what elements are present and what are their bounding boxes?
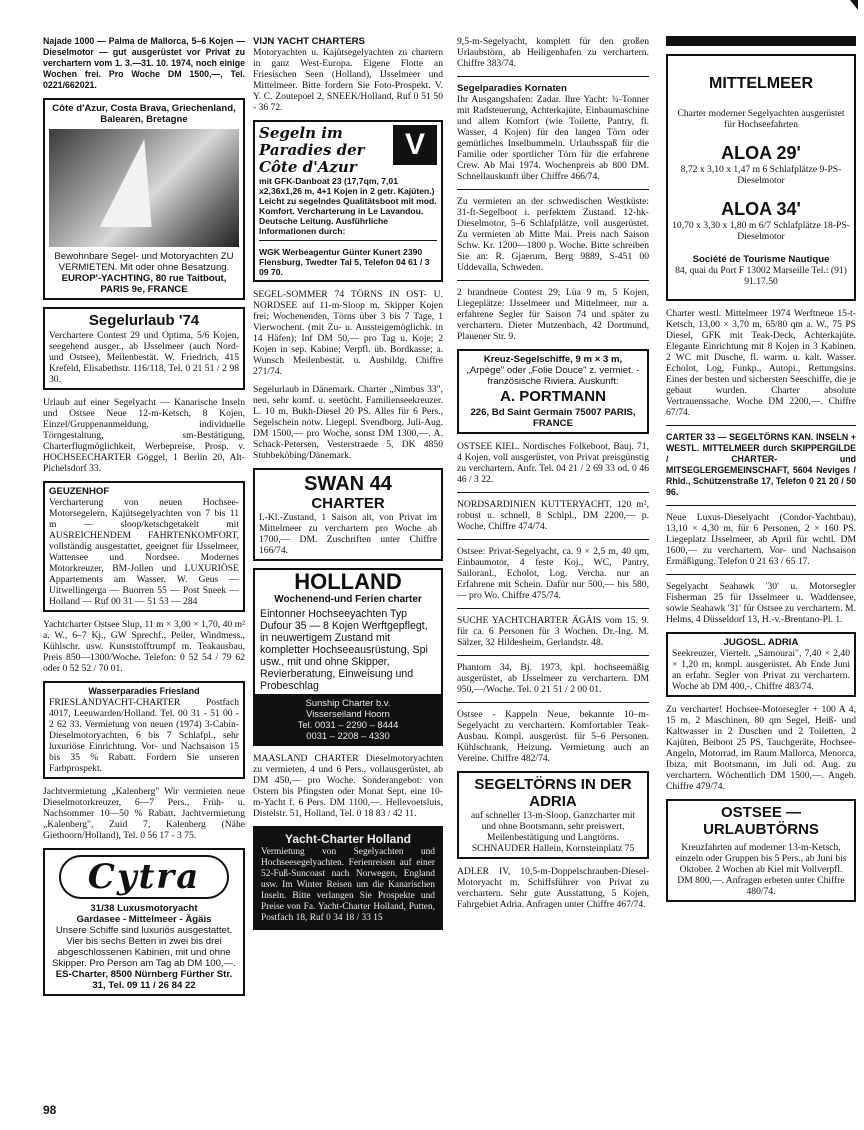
portmann-name: A. PORTMANN (500, 388, 606, 405)
portmann-addr: 226, Bd Saint Germain 75007 PARIS, FRANCE (470, 407, 636, 429)
ad-westkueste: Zu vermieten an der schwedischen Westküste: 31-ft-Segelboot i. perfektem Zustand. 12-hk-Dieselmotor, 5–6 Schlafplätze, voll ausgerüstet. Zu vermieten ab Mitte Mai. Preis nach Saison Schw. Kr. 1200—1800 p. Woche. Bitte schreiben Sie an: R. Gjaerum, Berg 9889, S-451 00 Uddevalla, Schweden. (457, 196, 649, 273)
mittelmeer-title: MITTELMEER (709, 75, 813, 92)
ad-kornaten (457, 83, 649, 182)
ad-yachtcharter-ostsee: Yachtcharter Ostsee Slup, 11 m × 3,00 × 1,70, 40 m² a. W., 6–7 Kj., GW Sprechf., Peiler, Windmess., Kühlschr. usw. Kunststofftrumpf m. Teakausbau, Preis 850—1300/Woche. Telefon: 0 52 54 / 79 62 oder 0 52 52 / 70 01. (43, 619, 245, 674)
ad-segelurlaub-74 (43, 307, 245, 390)
ad-zu-vercharter: Zu vercharter! Hochsee-Motorsegler + 100 A 4, 15 m, 2 Maschinen, 80 qm Segel, Heiß- und Kaltwasser in 2 Duschen und 2 Toiletten, 2 Kajüten, Beiboot 25 PS, Tauchgeräte, Hochsee-Angeln, Motorrad, im Raum Mallorca, Menorca, Ibiza, mit Bootsmann, im Juli od. Aug. zu verchartern. Wöchentlich DM 1500,—. Angeb. Chiffre 479/74. (666, 704, 856, 792)
ych-body: Vermietung von Segelyachten und Hochseesegelyachten. Ferienreisen auf einer 52-Fuß-Suncoast nach Norwegen, England usw. Im Winter Reisen um die Kanarischen Inseln. Bitte verlangen Sie Prospekte und Preise von Fa. Yacht-Charter Holland, Putten, Postfach 18, Ruf 0 34 18 / 33 15 (261, 847, 435, 923)
cytra-foot: ES-Charter, 8500 Nürnberg Fürther Str. 31, Tel. 09 11 / 26 84 22 (55, 969, 233, 991)
ad-phantom: Phantom 34, Bj. 1973, kpl. hochseemäßig ausgerüstet, ab IJsselmeer zu verchartern. DM 950,—/Woche. Tel. 0 21 51 / 2 00 01. (457, 662, 649, 695)
ad-segelurlaub-body: Verchartere Contest 29 und Optima, 5/6 Kojen, seegehend ausger., ab IJsselmeer (auch Nord- und Ostsee), Meilenbestät. W. Friedrich, 415 Krefeld, Elisabethstr. 116/118, Tel. 0 21 51 / 2 98 30. (49, 330, 239, 385)
holland-body: Eintonner Hochseeyachten Typ Dufour 35 — 8 Kojen Werftgepflegt, in neuwertigem Zustand mit kompletter Hochseeausrüstung, Spi usw., mit und ohne Skipper, Revierberatung, Einweisung und Probeschlag (260, 608, 428, 692)
divider (259, 240, 437, 241)
ad-europ-yachting (43, 98, 245, 300)
ostsee-body: Kreuzfahrten auf moderner 13-m-Ketsch, einzeln oder Gruppen bis 5 Pers., ab Juni bis Oktober. 2 Wochen ab Kiel mit Vollverpfl. DM 800,—. Anfragen erbeten unter Chiffre 480/74. (675, 842, 847, 897)
ych-panel (255, 828, 441, 928)
divider (666, 505, 856, 506)
kreuz-body: „Arpège" oder „Folie Douce" z. vermiet. - französische Riviera. Auskunft: (466, 365, 640, 387)
ad-westl-mittelmeer: Charter westl. Mittelmeer 1974 Werftneue 15-t-Ketsch, 13,00 × 3,70 m, 65/80 qm a. W., 75 PS Diesel, GFK mit Teak-Deck, Achterkajüte. Elegante Einrichtung mit 8 Kojen in 3 Kabinen. 2 WC mit Dusche, fl. warm. u. kalt. Wasser. Echolot, Log, Funkp., Autopi., Rettungsins. Eines der besten und sichersten Seeschiffe, die je gebaut wurden. Charter absolute Vertrauenssache. Woche DM 2200,—. Chiffre 67/74. (666, 308, 856, 418)
ad-najade: Najade 1000 — Palma de Mallorca, 5–6 Kojen — Dieselmotor — gut ausgerüstet vor Privat zu verchartern vom 1. 3.—31. 10. 1974, noch einige Wochen frei. Pro Woche DM 1500,—, Tel. 0221/662021. (43, 36, 245, 90)
ad-europ-heading: Côte d'Azur, Costa Brava, Griechenland, Balearen, Bretagne (52, 103, 236, 125)
ad-contest29: 2 brandneue Contest 29, Lüa 9 m, 5 Kojen, Liegeplätze: IJsselmeer und Mittelmeer, nur a. erfahrene Segler für Saison 74 und später zu verchartern. Dieter Mutzenbach, 42 Dortmund, Plauener Str. 9. (457, 287, 649, 342)
top-bar (666, 36, 856, 46)
divider (457, 655, 649, 656)
divider (666, 574, 856, 575)
adria-body: auf schneller 13-m-Sloop. Ganzcharter mit und ohne Bootsmann, sehr preiswert, Meilenbestätigung und Langtörns. SCHNAUDER Hallein, Kornsteinplatz 75 (470, 810, 636, 854)
ad-friesland-body: FRIESLANDYACHT-CHARTER Postfach 4017, Leeuwarden/Holland. Tel. 00 31 - 51 00 - 2 62 33. Vermietung von neuen (1974) 3-Cabin-Dieselmotoryachten, 6 bis 7 Schlafpl., sehr luxuriöse Einrichtung. Vor- und Nachsaison 15 bis 35 % Rabatt. Fordern Sie unseren Farbprospekt. (49, 697, 239, 774)
ych-title: Yacht-Charter Holland (284, 832, 412, 846)
ad-geuzenhof-title: GEUZENHOF (49, 486, 110, 497)
ad-luxus-dieselyacht: Neue Luxus-Dieselyacht (Condor-Yachtbau), 13,10 × 4,30 m, für 6 Personen, 2 × 160 PS. Liegeplatz IJsselmeer, ab April für wchtl. DM 1600,— zu verchartern. Vor- und Nachsaison Ermäßigung. Telefon 0 21 63 / 65 17. (666, 512, 856, 567)
aloa29-spec: 8,72 x 3,10 x 1,47 m 6 Schlafplätze 9-PS-Dieselmotor (680, 164, 842, 186)
ad-cytra (43, 848, 245, 996)
cytra-sub: 31/38 Luxusmotoryacht (90, 903, 198, 914)
divider (666, 425, 856, 426)
swan-sub: CHARTER (311, 495, 385, 512)
ad-adler: ADLER IV, 10,5-m-Doppelschrauben-Diesel-Motoryacht m. Schiffsführer von Privat zu verchartern. Sehr gute Ausstattung, 5 Kojen, Fahrgebiet Adria. Anfragen unter Chiffre 467/74. (457, 866, 649, 910)
divider (457, 702, 649, 703)
ad-nordsardinien: NORDSARDINIEN KUTTERYACHT, 120 m², robust u. schnell, 8 Schlpl., DM 2200,— p. Woche. Chiffre 474/74. (457, 499, 649, 532)
holland-foot-2: Visserseiland Hoorn (306, 708, 390, 719)
kreuz-head: Kreuz-Segelschiffe, 9 m × 3 m, (483, 354, 623, 365)
holland-foot-3: Tel. 0031 – 2290 – 8444 (297, 719, 399, 730)
swan-title: SWAN 44 (304, 473, 392, 495)
swan-body: I.-Kl.-Zustand, 1 Saison alt, von Privat im Mittelmeer zu verchartern pro Woche ab 1700,— DM. Zuschriften unter Chiffre 166/74. (259, 512, 437, 556)
divider (457, 608, 649, 609)
column-3 (457, 36, 649, 917)
mittelmeer-intro: Charter moderner Segelyachten ausgerüstet für Hochseefahrten (677, 108, 845, 130)
ad-europ-foot: EUROP'-YACHTING, 80 rue Taitbout, PARIS 9e, FRANCE (61, 273, 227, 295)
cytra-body: Unsere Schiffe sind luxuriös ausgestattet. Vier bis sechs Betten in zwei bis drei abgeschlossenen Kabinen, mit und ohne Skipper. Pro Person am Tag ab DM 100,—. (52, 925, 236, 969)
ad-jugosl-adria (666, 632, 856, 697)
jugosl-body: Seekreuzer, Viertelt. „Samourai", 7,40 × 2,40 × 1,20 m, kompl. ausgerüstet. Ab Ende Juni an erfahr. Segler von Privat zu verchartern. Woche ab DM 400,-. Chiffre 483/74. (672, 648, 850, 692)
corner-mark (850, 0, 858, 10)
ad-vijn-head: VIJN YACHT CHARTERS (253, 36, 365, 47)
ad-geuzenhof (43, 481, 245, 612)
sailboat-photo (49, 129, 239, 247)
ad-95m-segelyacht: 9,5-m-Segelyacht, komplett für den großen Urlaubstörn, ab Heiligenhafen zu verchartern. Chiffre 383/74. (457, 36, 649, 69)
ad-kappeln: Ostsee - Kappeln Neue, bekannte 10–m-Segelyacht zu verchartern. Komfortabler Teak-Ausbau. Kompl. ausgerüst. für 5–6 Personen. Kühlschrank, Heizung. Vermietung auch an Vereine. Chiffre 482/74. (457, 709, 649, 764)
ad-swan44 (253, 468, 443, 561)
cytra-head: Gardasee - Mittelmeer - Ägäis (76, 914, 212, 925)
ad-yacht-charter-holland (253, 826, 443, 930)
segeln-foot: WGK Werbeagentur Günter Kunert 2390 Flensburg, Twedter Tal 5, Telefon 04 61 / 3 09 70. (259, 247, 430, 277)
column-1 (43, 36, 245, 1003)
segeln-body: mit GFK-Danboat 23 (17,7qm, 7,01 x2,36x1,26 m, 4+1 Kojen in 2 getr. Kajüten.) Leicht zu segelndes Qualitätsboot mit mod. Komfort. Vercharterung in Le Lavandou. Deutsche Leitung. Ausführliche Informationen durch: (259, 176, 437, 236)
societe-addr: 84, quai du Port F 13002 Marseille Tel.: (91) 91.17.50 (675, 265, 847, 287)
ad-ostsee-urlaubtoerns (666, 799, 856, 902)
ad-friesland (43, 681, 245, 779)
ad-adria-segeltoerns (457, 771, 649, 859)
ad-segelurlaub-title: Segelurlaub '74 (88, 312, 200, 329)
aloa34-title: ALOA 34' (721, 199, 801, 219)
ad-segeln-cote-azur (253, 120, 443, 282)
column-4 (666, 36, 856, 909)
ad-portmann (457, 349, 649, 434)
ostsee-title: OSTSEE — URLAUBTÖRNS (703, 804, 819, 838)
ad-kalenberg: Jachtvermietung „Kalenberg" Wir vermieten neue Dieselmotorkreuzer, 6—7 Pers., Früh- u. Nachsommer 10—50 % Rabatt. Jachtvermietung „Kalenberg", Zuid 7, Kalenberg (Nähe Giethoorn/Holland), Tel. 0 56 17 - 3 75. (43, 786, 245, 841)
ad-suche-aegaeis: SUCHE YACHTCHARTER ÄGÄIS vom 15. 9. für ca. 6 Personen für 3 Wochen. Dr.-Ing. M. Sälzer, 32 Hildesheim, Gerlandstr. 48. (457, 615, 649, 648)
holland-title: HOLLAND (294, 569, 402, 594)
ad-daenemark: Segelurlaub in Dänemark. Charter „Nimbus 33", neu, sehr komf. u. seetücht. Familienseekreuzer. L. 10 m, Bukh-Diesel 20 PS. Alles für 6 Pers., Segelschein notw. Liegepl. Svendborg. Juli-Aug. DM 1500,— pro Woche, sonst DM 1300,—. A. Schack-Petersen, Vesterstraede 5, DK 4850 Stubbeköbing/Dänemark. (253, 384, 443, 461)
aloa34-spec: 10,70 x 3,30 x 1,80 m 6/7 Schlafplätze 18-PS-Dieselmotor (672, 220, 850, 242)
holland-foot-4: 0031 – 2208 – 4330 (306, 730, 390, 741)
divider (457, 539, 649, 540)
societe-name: Société de Tourisme Nautique (692, 254, 830, 265)
ad-carter33: CARTER 33 — SEGELTÖRNS KAN. INSELN + WESTL. MITTELMEER durch SKIPPERGILDE / CHARTER- und MITSEGLERGEMEINSCHAFT, 5604 Neviges / Rhld., Schützenstraße 17, Telefon 0 21 20 / 50 96. (666, 432, 856, 497)
ad-vijn (253, 36, 443, 113)
v-logo-icon: V (393, 125, 437, 165)
segeln-title: Segeln im Paradies der Côte d'Azur (259, 124, 365, 176)
page-number: 98 (43, 1103, 57, 1117)
ad-friesland-head: Wasserparadies Friesland (88, 686, 200, 696)
aloa29-title: ALOA 29' (721, 143, 801, 163)
ad-holland-sunship (253, 568, 443, 746)
column-2 (253, 36, 443, 937)
holland-foot-1: Sunship Charter b.v. (305, 697, 391, 708)
kornaten-body: Ihr Ausgangshafen: Zadar. Ihre Yacht: ¾-Tonner mit Radsteuerung, Achterkajüte, Einbaumaschine und allem Komfort (wie Toilette, Pantry, fl. Wasser, 4 Kojen) für den langen Törn oder gemütliches Inselbummeln. Urlaubsspaß für die Familie oder sportlicher Törn für die erfahrene Crew. Ab Mai 1974. Wochenpreis ab 800 DM. Schnellauskunft über Chiffre 466/74. (457, 94, 649, 182)
ad-geuzenhof-body: Vercharterung von neuen Hochsee-Motorsegelern, Kajütsegelyachten von 7 bis 11 m — sloop/ketschgetakelt mit AUSREICHENDEM FAHRTENKOMFORT, vollständig ausgestattet, geeignet für IJsselmeer, Wattensee und Nordsee. Modernes Motorkreuzer, BM-Jollen und LUXURIÖSE Appartements am Wasser. W. Geus — Uitwellingerga — Buorren 55 — Post Sneek — Holland — Ruf 00 31 — 51 53 — 284 (49, 497, 239, 607)
ad-vijn-body: Motoryachten u. Kajütsegelyachten zu chartern in ganz West-Europa. Eigene Flotte an Friesischen Seen (Holland), IJsselmeer und Mittelmeer. Bitte fordern Sie Foto-Prospekt. V. Y. C. Zoutepoel 2, SNEEK/Holland, Ruf 0 51 50 - 36 72. (253, 47, 443, 113)
divider (457, 189, 649, 190)
jugosl-title: JUGOSL. ADRIA (723, 637, 799, 648)
divider (457, 280, 649, 281)
ad-seahawk: Segelyacht Seahawk '30' u. Motorsegler Fisherman 25 für IJsselmeer u. Waddensee, sowie Seahawk '31' für Ostsee zu verchartern. M. Helms, 4 Düsseldorf 13, H.-v.-Brentano-Pl. 1. (666, 581, 856, 625)
holland-foot (255, 694, 441, 744)
holland-sub: Wochenend-und Ferien charter (274, 594, 422, 605)
ad-kanarische-inseln: Urlaub auf einer Segelyacht — Kanarische Inseln und Ostsee Neue 12-m-Ketsch, 8 Kojen, Einzel/Gruppenanmeldung, individuelle Törngestaltung, sm-Bestätigung, Charterflugmöglichkeit, Werbepreise, Prosp. v. HOCHSEECHARTER Göggel, 1 Berlin 20, Alt-Pichelsdorf 33. (43, 397, 245, 474)
divider (457, 76, 649, 77)
divider (457, 492, 649, 493)
ad-segel-sommer: SEGEL-SOMMER 74 TÖRNS IN OST- U. NORDSEE auf 11-m-Sloop m. Skipper Kojen frei; Wochenenden, Törns über 3 bis 7 Tage, 1 Vierwochent. (mit Zu- u. Aussteigemöglichk. in 14 Häfen); Inf DM 50,— pro Tag u. Koje; 2 Kojen in sep. Kabine; Verpfl. üb. Bordkasse; a. Wunsch Meilenbestät. u. Ausbildg. Chiffre 271/74. (253, 289, 443, 377)
ad-maasland: MAASLAND CHARTER Dieselmotoryachten zu vermieten, 4 und 6 Pers., vollausgerüstet, ab DM 450,— pro Woche. Sonderangebot: von Ostern bis Pfingsten oder Monat Sept. eine 10-m-Yacht f. 6 Pers. DM 1100,—. Hellevoetsluis, Distelstr. 51, Holland, Tel. 0 18 83 / 42 11. (253, 753, 443, 819)
cytra-logo: Cytra (59, 855, 229, 899)
ad-ostsee-privat: Ostsee: Privat-Segelyacht, ca. 9 × 2,5 m, 40 qm, Einbaumotor, 4 feste Koj., WC, Pantry, Sailoranl., Echolot, Log. Vercha. nur an Erfahrene mit Schein. Dafür nur 500,— bis 580,— pro Wo. Chiffre 475/74. (457, 546, 649, 601)
adria-title: SEGELTÖRNS IN DER ADRIA (474, 776, 632, 810)
ad-europ-body: Bewohnbare Segel- und Motoryachten ZU VERMIETEN. Mit oder ohne Besatzung. (54, 251, 234, 273)
kornaten-head: Segelparadies Kornaten (457, 83, 567, 94)
ad-ostsee-kiel: OSTSEE KIEL. Nordisches Folkeboot, Bauj. 71, 4 Kojen, voll ausgerüstet, von Privat preisgünstig zu verchartern. Anfr. Tel. 04 21 / 2 69 33 od. 0 46 46 / 3 22. (457, 441, 649, 485)
ad-mittelmeer (666, 54, 856, 301)
